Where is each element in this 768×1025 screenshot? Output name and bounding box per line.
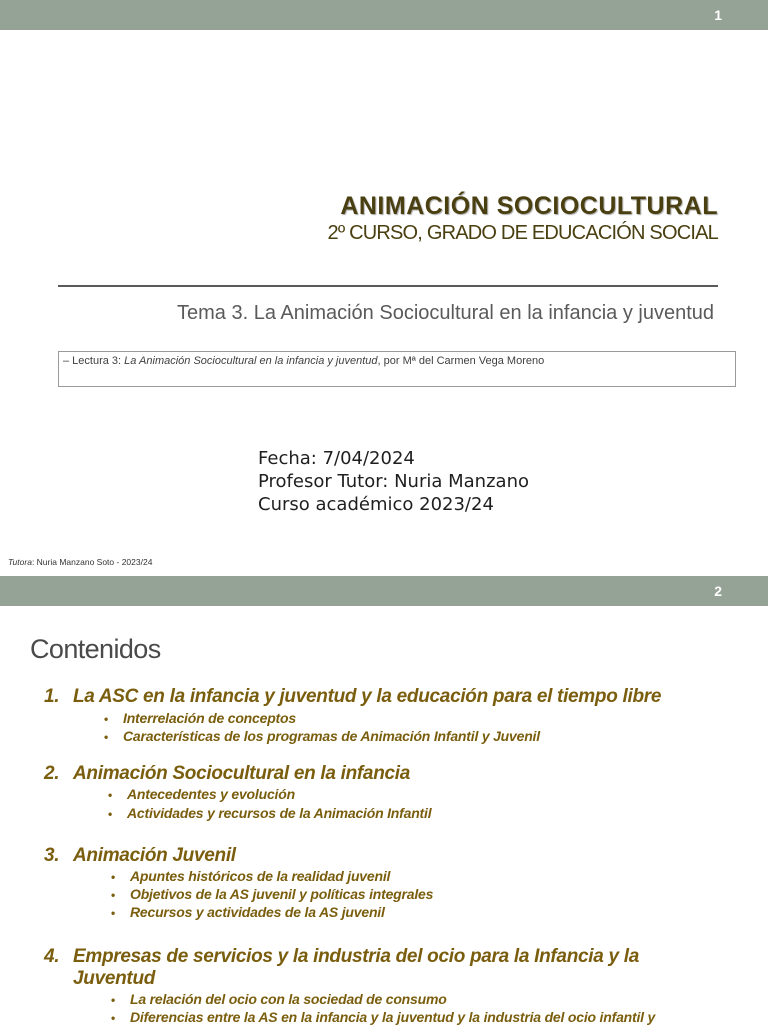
lectura-title: La Animación Sociocultural en la infancia y juventud [124,355,378,367]
sub-item-label: Apuntes históricos de la realidad juvenil [130,868,391,884]
divider-line [58,285,718,287]
tema-heading: Tema 3. La Animación Sociocultural en la infancia y juventud [177,302,714,324]
lectura-box [58,351,736,387]
bullet-icon: • [111,1011,116,1025]
item-title-line-1: Empresas de servicios y la industria del ocio para la Infancia y la [73,946,639,967]
bullet-icon: • [111,888,116,902]
curso-text: Curso académico 2023/24 [258,494,494,515]
bullet-icon: • [108,807,113,821]
sub-item-label: Objetivos de la AS juvenil y políticas integrales [130,886,434,902]
footer-label: Tutora [8,557,32,567]
sub-item [108,805,431,821]
slide-1-footer [8,557,152,567]
sub-item-label: Características de los programas de Animación Infantil y Juvenil [123,728,540,744]
sub-item [111,991,447,1007]
item-title: Animación Sociocultural en la infancia [73,763,411,784]
slide-2-page-number: 2 [714,583,722,599]
content-item-3 [44,845,236,867]
item-number: 4. [44,946,60,967]
sub-item-label: Interrelación de conceptos [123,710,296,726]
sub-item [111,1009,655,1025]
bullet-icon: • [111,870,116,884]
bullet-icon: • [104,730,109,744]
item-number: 2. [44,763,60,784]
bullet-icon: • [104,712,109,726]
item-number: 1. [44,686,60,707]
fecha-text: Fecha: 7/04/2024 [258,448,415,469]
content-item-1 [44,686,661,708]
sub-item-label: Diferencias entre la AS en la infancia y la juventud y la industria del ocio infantil y [130,1009,656,1025]
content-item-2 [44,763,410,785]
sub-item-label: Recursos y actividades de la AS juvenil [130,904,385,920]
slide-2-header-bar [0,576,768,606]
slide-1-header-bar [0,0,768,30]
contenidos-heading: Contenidos [30,634,161,664]
sub-item [111,904,385,920]
sub-item [104,728,540,744]
content-item-4 [44,946,639,990]
sub-item [104,710,296,726]
item-number: 3. [44,845,60,866]
sub-item-label: Actividades y recursos de la Animación Infantil [127,805,432,821]
item-title-line-2: Juventud [73,968,156,989]
item-title: La ASC en la infancia y juventud y la educación para el tiempo libre [73,686,662,707]
slide-1-page-number: 1 [714,7,722,23]
sub-item [111,886,433,902]
bullet-icon: • [108,788,113,802]
sub-item [108,786,295,802]
sub-item [111,868,390,884]
presentation-title: ANIMACIÓN SOCIOCULTURAL [340,192,718,220]
lectura-suffix: , por Mª del Carmen Vega Moreno [377,355,545,367]
item-title: Animación Juvenil [73,845,236,866]
sub-item-label: La relación del ocio con la sociedad de consumo [130,991,447,1007]
profesor-text: Profesor Tutor: Nuria Manzano [258,471,529,492]
bullet-icon: • [111,906,116,920]
bullet-icon: • [111,993,116,1007]
sub-item-label: Antecedentes y evolución [127,786,295,802]
lectura-prefix: – Lectura 3: [63,355,125,367]
footer-text: : Nuria Manzano Soto - 2023/24 [31,557,153,567]
presentation-subtitle: 2º CURSO, GRADO DE EDUCACIÓN SOCIAL [327,222,718,244]
